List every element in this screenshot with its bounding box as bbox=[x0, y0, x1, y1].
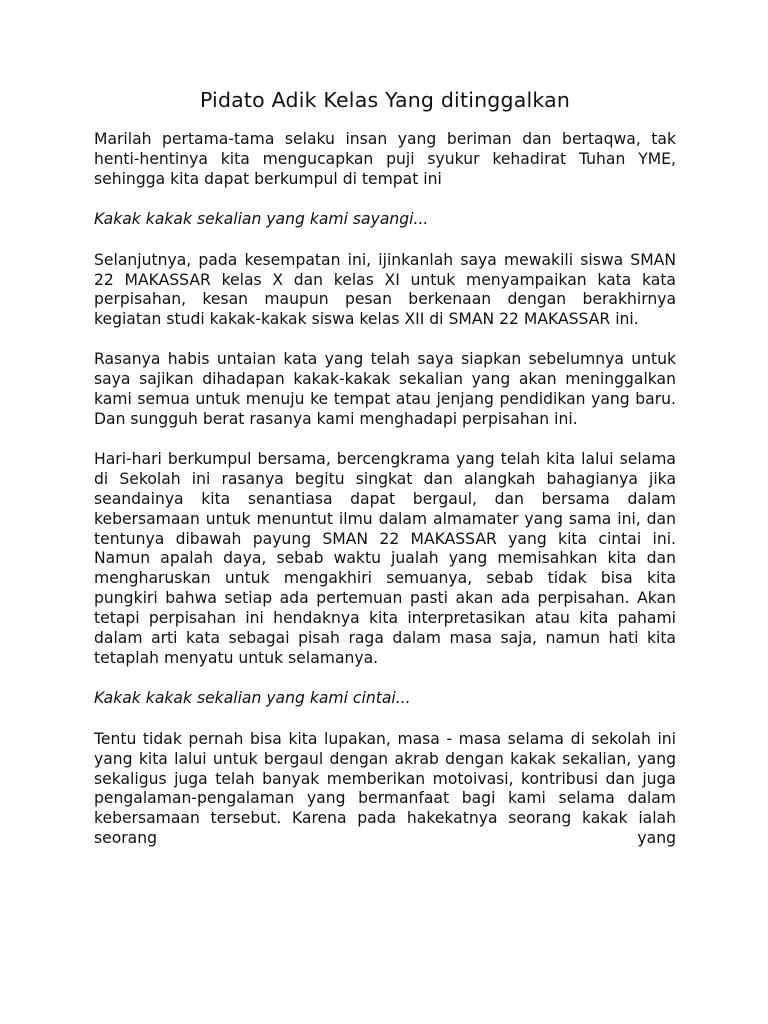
paragraph-opening: Marilah pertama-tama selaku insan yang beriman dan bertaqwa, tak henti-hentinya kita mengucapkan puji syukur kehadirat Tuhan YME, sehingga kita dapat berkumpul di tempat ini bbox=[94, 130, 676, 188]
page-title: Pidato Adik Kelas Yang ditinggalkan bbox=[199, 88, 571, 112]
paragraph-tentu: Tentu tidak pernah bisa kita lupakan, masa - masa selama di sekolah ini yang kita lalui untuk bergaul dengan akrab dengan kakak sekalian, yang sekaligus juga telah banyak memberikan motoivasi, kontribusi dan juga pengalaman-pengalaman yang bermanfaat bagi kami selama dalam kebersamaan tersebut. Karena pada hakekatnya seorang kakak ialah seorang yang bbox=[94, 729, 676, 848]
paragraph-hari-hari: Hari-hari berkumpul bersama, bercengkrama yang telah kita lalui selama di Sekolah ini rasanya begitu singkat dan alangkah bahagianya jika seandainya kita senantiasa dapat bergaul, dan bersama dalam kebersamaan untuk menuntut ilmu dalam almamater yang sama ini, dan tentunya dibawah payung SMAN 22 MAKASSAR yang kita cintai ini. Namun apalah daya, sebab waktu jualah yang memisahkan kita dan mengharuskan untuk mengakhiri semuanya, sebab tidak bisa kita pungkiri bahwa setiap ada pertemuan pasti akan ada perpisahan. Akan tetapi perpisahan ini hendaknya kita interpretasikan atau kita pahami dalam arti kata sebagai pisah raga dalam masa saja, namun hati kita tetaplah menyatu untuk selamanya. bbox=[94, 449, 676, 667]
paragraph-rasanya: Rasanya habis untaian kata yang telah saya siapkan sebelumnya untuk saya sajikan dihadapan kakak-kakak sekalian yang akan meninggalkan kami semua untuk menuju ke tempat atau jenjang pendidikan yang baru. Dan sungguh berat rasanya kami menghadapi perpisahan ini. bbox=[94, 350, 676, 428]
paragraph-introduction: Selanjutnya, pada kesempatan ini, ijinkanlah saya mewakili siswa SMAN 22 MAKASSAR kelas X dan kelas XI untuk menyampaikan kata kata perpisahan, kesan maupun pesan berkenaan dengan berakhirnya kegiatan studi kakak-kakak siswa kelas XII di SMAN 22 MAKASSAR ini. bbox=[94, 250, 676, 329]
paragraph-address-sayangi: Kakak kakak sekalian yang kami sayangi... bbox=[94, 209, 429, 228]
paragraph-address-cintai: Kakak kakak sekalian yang kami cintai... bbox=[94, 688, 411, 707]
document-body bbox=[94, 86, 676, 869]
